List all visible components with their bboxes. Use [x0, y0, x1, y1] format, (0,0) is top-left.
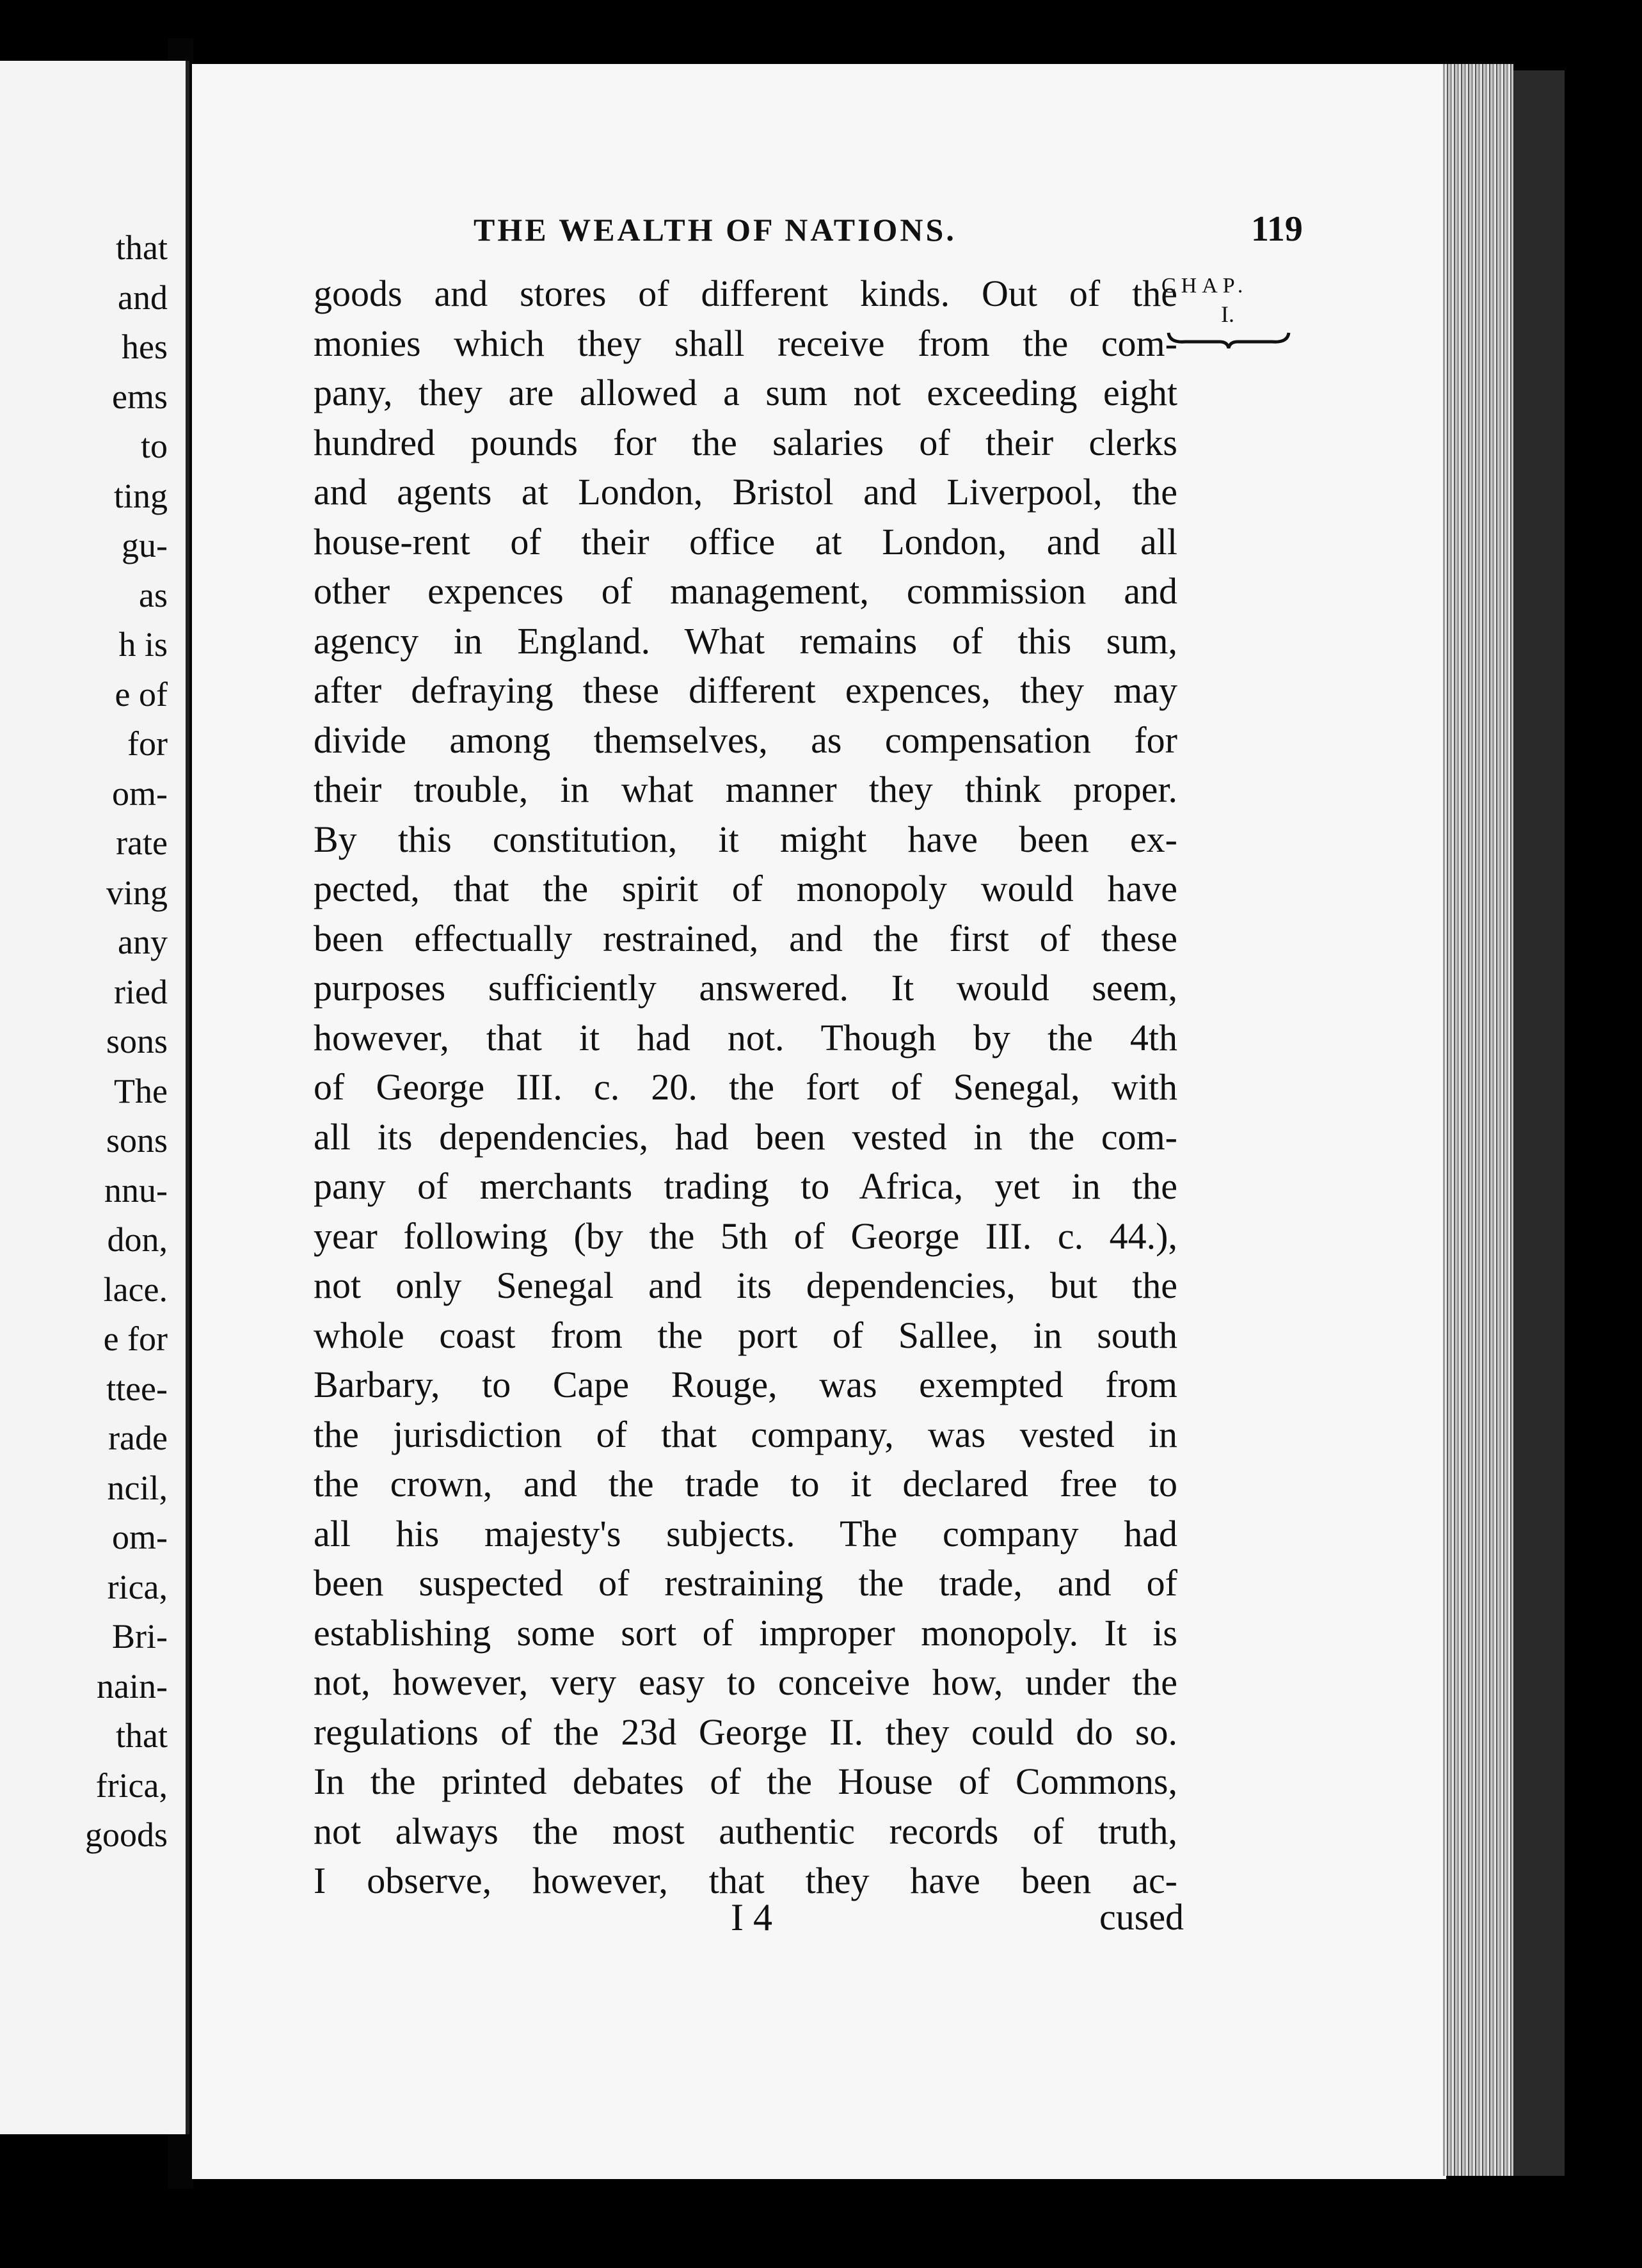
running-head: THE WEALTH OF NATIONS. — [474, 212, 957, 248]
left-page-fragment: ncil, — [107, 1468, 168, 1507]
text-line: been effectually restrained, and the first of these — [314, 917, 1177, 959]
left-page-fragment: any — [118, 923, 168, 961]
text-line: whole coast from the port of Sallee, in south — [314, 1314, 1177, 1356]
text-line: the jurisdiction of that company, was vested in — [314, 1413, 1177, 1455]
text-line: pany, they are allowed a sum not exceeding eight — [314, 372, 1177, 413]
left-page-fragment: goods — [84, 1816, 168, 1854]
text-line: all its dependencies, had been vested in the com- — [314, 1115, 1177, 1158]
text-line: all his majesty's subjects. The company had — [314, 1512, 1177, 1554]
text-line: divide among themselves, as compensation for — [314, 719, 1177, 761]
left-page-fragment: that — [116, 1716, 168, 1755]
left-page-fragment: om- — [112, 1518, 168, 1556]
text-line: I observe, however, that they have been ac- — [314, 1860, 1177, 1901]
text-line: been suspected of restraining the trade, and of — [314, 1562, 1177, 1604]
left-page-fragment: The — [114, 1071, 168, 1110]
text-line: By this constitution, it might have been ex- — [314, 818, 1177, 860]
margin-chapter-label: CHAP. — [1161, 274, 1248, 298]
left-page-fragment: e for — [103, 1320, 168, 1358]
left-page-fragment: don, — [107, 1220, 168, 1259]
left-page-fragment: rate — [116, 824, 168, 862]
text-line: not only Senegal and its dependencies, but the — [314, 1265, 1177, 1306]
text-line: monies which they shall receive from the com- — [314, 322, 1177, 364]
left-page-fragment: sons — [106, 1022, 168, 1060]
chapter-brace-icon — [1166, 330, 1291, 349]
text-line: not, however, very easy to conceive how, under the — [314, 1661, 1177, 1703]
catchword: cused — [1099, 1896, 1184, 1938]
left-page-fragment: ems — [112, 377, 168, 416]
text-line: year following (by the 5th of George III. c. 44.), — [314, 1215, 1177, 1257]
left-page-fragment: that — [116, 228, 168, 267]
text-line: and agents at London, Bristol and Liverpool, the — [314, 471, 1177, 513]
left-page-fragment: and — [118, 278, 168, 317]
left-page-fragment: nain- — [97, 1666, 168, 1705]
left-page — [0, 61, 189, 2134]
text-line: of George III. c. 20. the fort of Senegal, with — [314, 1066, 1177, 1108]
text-line: hundred pounds for the salaries of their clerks — [314, 421, 1177, 463]
text-line: the crown, and the trade to it declared free to — [314, 1463, 1177, 1505]
signature-mark: I 4 — [731, 1896, 772, 1938]
text-line: pected, that the spirit of monopoly would have — [314, 868, 1177, 909]
left-page-fragment: as — [139, 575, 168, 614]
text-line: purposes sufficiently answered. It would seem, — [314, 967, 1177, 1009]
left-page-fragment: nnu- — [104, 1170, 168, 1210]
left-page-fragment: e of — [115, 675, 168, 714]
text-line: agency in England. What remains of this sum, — [314, 619, 1177, 662]
text-line: house-rent of their office at London, and all — [314, 520, 1177, 563]
book-cover-edge — [1513, 70, 1565, 2176]
margin-chapter-number: I. — [1221, 301, 1234, 327]
text-line: In the printed debates of the House of Commons, — [314, 1761, 1177, 1802]
text-line: pany of merchants trading to Africa, yet in the — [314, 1165, 1177, 1207]
page-number: 119 — [1251, 209, 1303, 249]
text-line: not always the most authentic records of truth, — [314, 1810, 1177, 1852]
left-page-fragment: hes — [122, 328, 168, 366]
left-page-fragment: gu- — [122, 526, 168, 564]
text-line: establishing some sort of improper monopoly. It is — [314, 1611, 1177, 1654]
body-text — [314, 269, 1177, 1906]
left-page-fragment: frica, — [95, 1766, 168, 1805]
left-page-fragment: ting — [113, 476, 168, 515]
text-line: other expences of management, commission and — [314, 570, 1177, 612]
text-line: their trouble, in what manner they think proper. — [314, 769, 1177, 810]
text-line: Barbary, to Cape Rouge, was exempted from — [314, 1364, 1177, 1405]
left-page-fragment: sons — [106, 1121, 168, 1160]
left-page-fragment: ried — [114, 972, 168, 1011]
left-page-fragment: om- — [112, 774, 168, 813]
text-line: however, that it had not. Though by the 4th — [314, 1016, 1177, 1058]
text-line: goods and stores of different kinds. Out of the — [314, 273, 1177, 314]
left-page-fragment: Bri- — [112, 1617, 168, 1656]
left-page-fragment: ving — [106, 873, 168, 912]
left-page-fragment: rade — [108, 1419, 168, 1457]
left-page-fragment: to — [140, 427, 168, 465]
text-line: regulations of the 23d George II. they could do so. — [314, 1711, 1177, 1753]
left-page-fragment: lace. — [103, 1270, 168, 1309]
left-page-fragment: h is — [118, 625, 168, 664]
left-page-fragment: ttee- — [106, 1369, 168, 1408]
text-line: after defraying these different expences, they may — [314, 669, 1177, 711]
left-page-fragment: rica, — [107, 1567, 168, 1606]
page-edge-stack — [1443, 64, 1513, 2176]
left-page-fragment: for — [127, 724, 168, 763]
